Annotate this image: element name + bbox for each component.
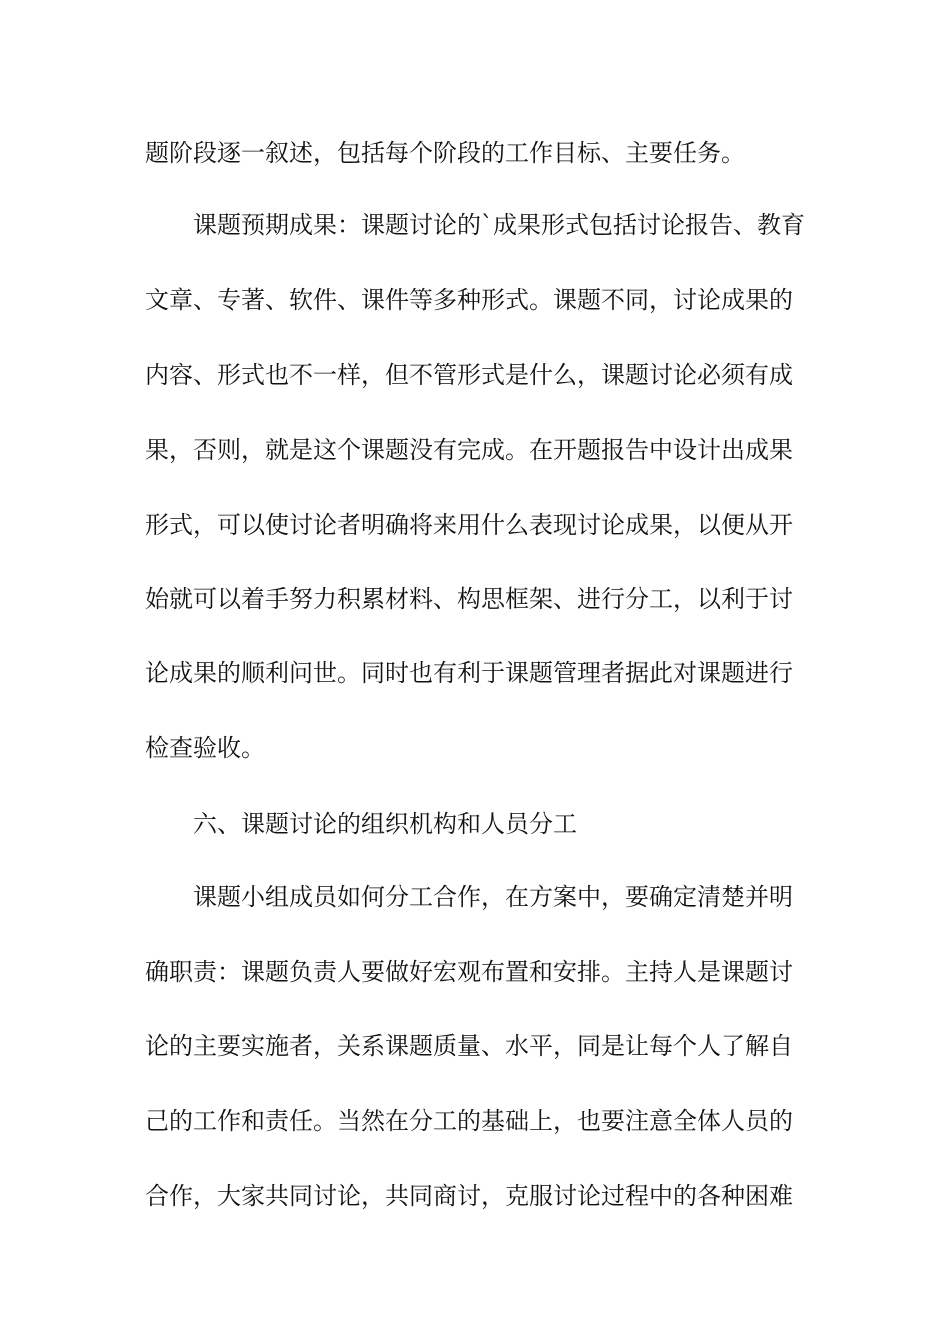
text-line: 始就可以着手努力积累材料、构思框架、进行分工，以利于讨 bbox=[145, 585, 793, 613]
text-line: 课题小组成员如何分工合作，在方案中，要确定清楚并明 bbox=[193, 883, 793, 911]
text-line: 内容、形式也不一样，但不管形式是什么，课题讨论必须有成 bbox=[145, 361, 793, 389]
text-line: 果，否则，就是这个课题没有完成。在开题报告中设计出成果 bbox=[145, 436, 793, 464]
text-line: 己的工作和责任。当然在分工的基础上，也要注意全体人员的 bbox=[145, 1107, 793, 1135]
text-line: 文章、专著、软件、课件等多种形式。课题不同，讨论成果的 bbox=[145, 286, 793, 314]
section-heading: 六、课题讨论的组织机构和人员分工 bbox=[193, 810, 577, 838]
text-line: 形式，可以使讨论者明确将来用什么表现讨论成果，以便从开 bbox=[145, 511, 793, 539]
text-line: 确职责：课题负责人要做好宏观布置和安排。主持人是课题讨 bbox=[145, 958, 793, 986]
text-line: 论的主要实施者，关系课题质量、水平，同是让每个人了解自 bbox=[145, 1032, 793, 1060]
text-line: 题阶段逐一叙述，包括每个阶段的工作目标、主要任务。 bbox=[145, 139, 745, 167]
text-line: 检查验收。 bbox=[145, 734, 265, 762]
text-line: 论成果的顺利问世。同时也有利于课题管理者据此对课题进行 bbox=[145, 659, 793, 687]
text-line: 课题预期成果：课题讨论的`成果形式包括讨论报告、教育 bbox=[193, 211, 805, 239]
text-line: 合作，大家共同讨论，共同商讨，克服讨论过程中的各种困难 bbox=[145, 1182, 793, 1210]
